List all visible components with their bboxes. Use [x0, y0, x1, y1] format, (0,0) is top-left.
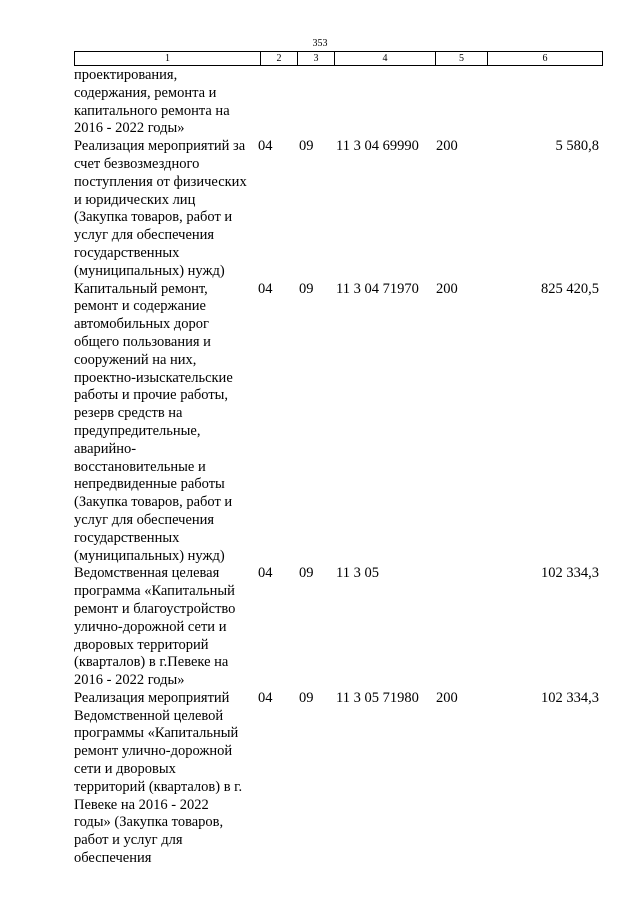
row-target-code: 11 3 05 71980 — [336, 689, 419, 706]
table-row — [74, 138, 603, 280]
table-row — [74, 281, 603, 566]
row-subsection: 09 — [299, 280, 314, 297]
row-amount: 102 334,3 — [541, 689, 599, 706]
row-name: Капитальный ремонт, ремонт и содержание автомобильных дорог общего пользования и сооружений на них, проектно-изыскательские работы и прочие работы, резерв средств на предупредительные, аварийно- восстановительные и непредвиденные работы (Закупка товаров, работ и услуг для обеспечения государственных (муниципальных) нужд) — [74, 280, 233, 564]
row-amount: 825 420,5 — [541, 280, 599, 297]
header-col-4: 4 — [335, 52, 436, 65]
row-target-code: 11 3 04 69990 — [336, 138, 419, 155]
row-expense-type: 200 — [436, 689, 458, 706]
table-header — [74, 51, 603, 66]
table-row — [74, 565, 603, 690]
row-section: 04 — [258, 565, 273, 582]
row-target-code: 11 3 05 — [336, 565, 379, 582]
row-name: Ведомственная целевая программа «Капитальный ремонт и благоустройство улично-дорожной сети и дворовых территорий (кварталов) в г.Певеке на 2016 - 2022 годы» — [74, 565, 236, 689]
row-name: Реализация мероприятий за счет безвозмездного поступления от физических и юридических лиц (Закупка товаров, работ и услуг для обеспечения государственных (муниципальных) нужд) — [74, 138, 247, 279]
row-section: 04 — [258, 138, 273, 155]
row-name: проектирования, содержания, ремонта и капитального ремонта на 2016 - 2022 годы» — [74, 67, 230, 137]
table-row — [74, 67, 603, 138]
page-number: 353 — [312, 38, 328, 49]
header-col-6: 6 — [542, 53, 548, 64]
row-subsection: 09 — [299, 689, 314, 706]
header-col-1: 1 — [75, 52, 261, 65]
header-col-3: 3 — [298, 52, 335, 65]
header-col-2: 2 — [261, 52, 298, 65]
header-col-5: 5 — [436, 52, 488, 65]
row-section: 04 — [258, 280, 273, 297]
row-amount: 5 580,8 — [555, 138, 599, 155]
row-expense-type: 200 — [436, 280, 458, 297]
row-target-code: 11 3 04 71970 — [336, 280, 419, 297]
row-expense-type: 200 — [436, 138, 458, 155]
table-row — [74, 690, 603, 868]
row-subsection: 09 — [299, 138, 314, 155]
row-section: 04 — [258, 689, 273, 706]
row-subsection: 09 — [299, 565, 314, 582]
table-body — [74, 67, 603, 868]
row-amount: 102 334,3 — [541, 565, 599, 582]
row-name: Реализация мероприятий Ведомственной целевой программы «Капитальный ремонт улично-дорожной сети и дворовых территорий (кварталов) в г. Певеке на 2016 - 2022 годы» (Закупка товаров, работ и услуг для обеспечения — [74, 689, 243, 867]
